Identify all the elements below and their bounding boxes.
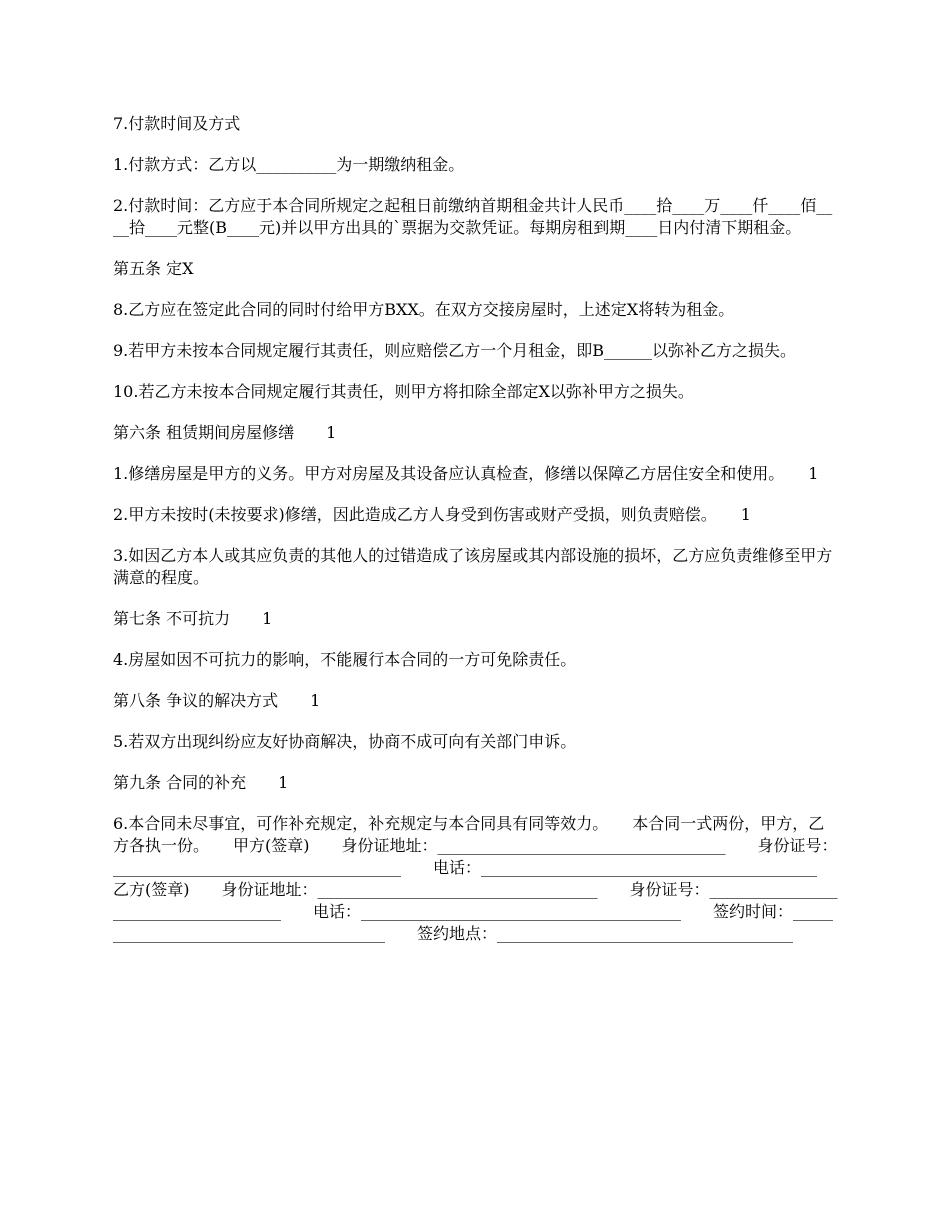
article-6-heading: 第六条 租赁期间房屋修缮 1 xyxy=(113,423,337,442)
clause-9: 9.若甲方未按本合同规定履行其责任，则应赔偿乙方一个月租金，即B______以弥补乙方之损失。 xyxy=(113,341,797,360)
clause-8: 8.乙方应在签定此合同的同时付给甲方BXX。在双方交接房屋时，上述定X将转为租金。 xyxy=(113,300,735,319)
section-heading-payment: 7.付款时间及方式 xyxy=(113,114,241,133)
article-5-heading: 第五条 定X xyxy=(113,259,194,278)
clause-payment-method: 1.付款方式：乙方以__________为一期缴纳租金。 xyxy=(113,155,465,174)
clause-payment-time: 2.付款时间：乙方应于本合同所规定之起租日前缴纳首期租金共计人民币____拾____万____仟____佰____拾____元整(B____元)并以甲方出具的`票据为交款凭证。每期房租到期____日内付清下期租金。 xyxy=(113,196,833,237)
clause-force-majeure: 4.房屋如因不可抗力的影响，不能履行本合同的一方可免除责任。 xyxy=(113,650,577,669)
clause-repair-3: 3.如因乙方本人或其应负责的其他人的过错造成了该房屋或其内部设施的损坏，乙方应负责维修至甲方满意的程度。 xyxy=(113,546,833,587)
clause-supplement-and-signatures: 6.本合同未尽事宜，可作补充规定，补充规定与本合同具有同等效力。 本合同一式两份，甲方，乙方各执一份。 甲方(签章) 身份证地址：____________________________________ 身份证号：____________________________________ 电话：__________________________________________ 乙方(签章) 身份证地址：___________________________________ 身份证号：_____________________________________ 电话：________________________________________ 签约时间：_______________________________________ 签约地点：_____________________________________ xyxy=(113,814,850,943)
clause-dispute: 5.若双方出现纠纷应友好协商解决，协商不成可向有关部门申诉。 xyxy=(113,732,577,751)
clause-repair-1: 1.修缮房屋是甲方的义务。甲方对房屋及其设备应认真检查，修缮以保障乙方居住安全和使用。 1 xyxy=(113,464,819,483)
clause-repair-2: 2.甲方未按时(未按要求)修缮，因此造成乙方人身受到伤害或财产受损，则负责赔偿。 1 xyxy=(113,505,751,524)
article-8-heading: 第八条 争议的解决方式 1 xyxy=(113,691,321,710)
article-9-heading: 第九条 合同的补充 1 xyxy=(113,773,289,792)
document-page xyxy=(113,113,850,945)
article-7-heading: 第七条 不可抗力 1 xyxy=(113,609,273,628)
clause-10: 10.若乙方未按本合同规定履行其责任，则甲方将扣除全部定X以弥补甲方之损失。 xyxy=(113,382,694,401)
